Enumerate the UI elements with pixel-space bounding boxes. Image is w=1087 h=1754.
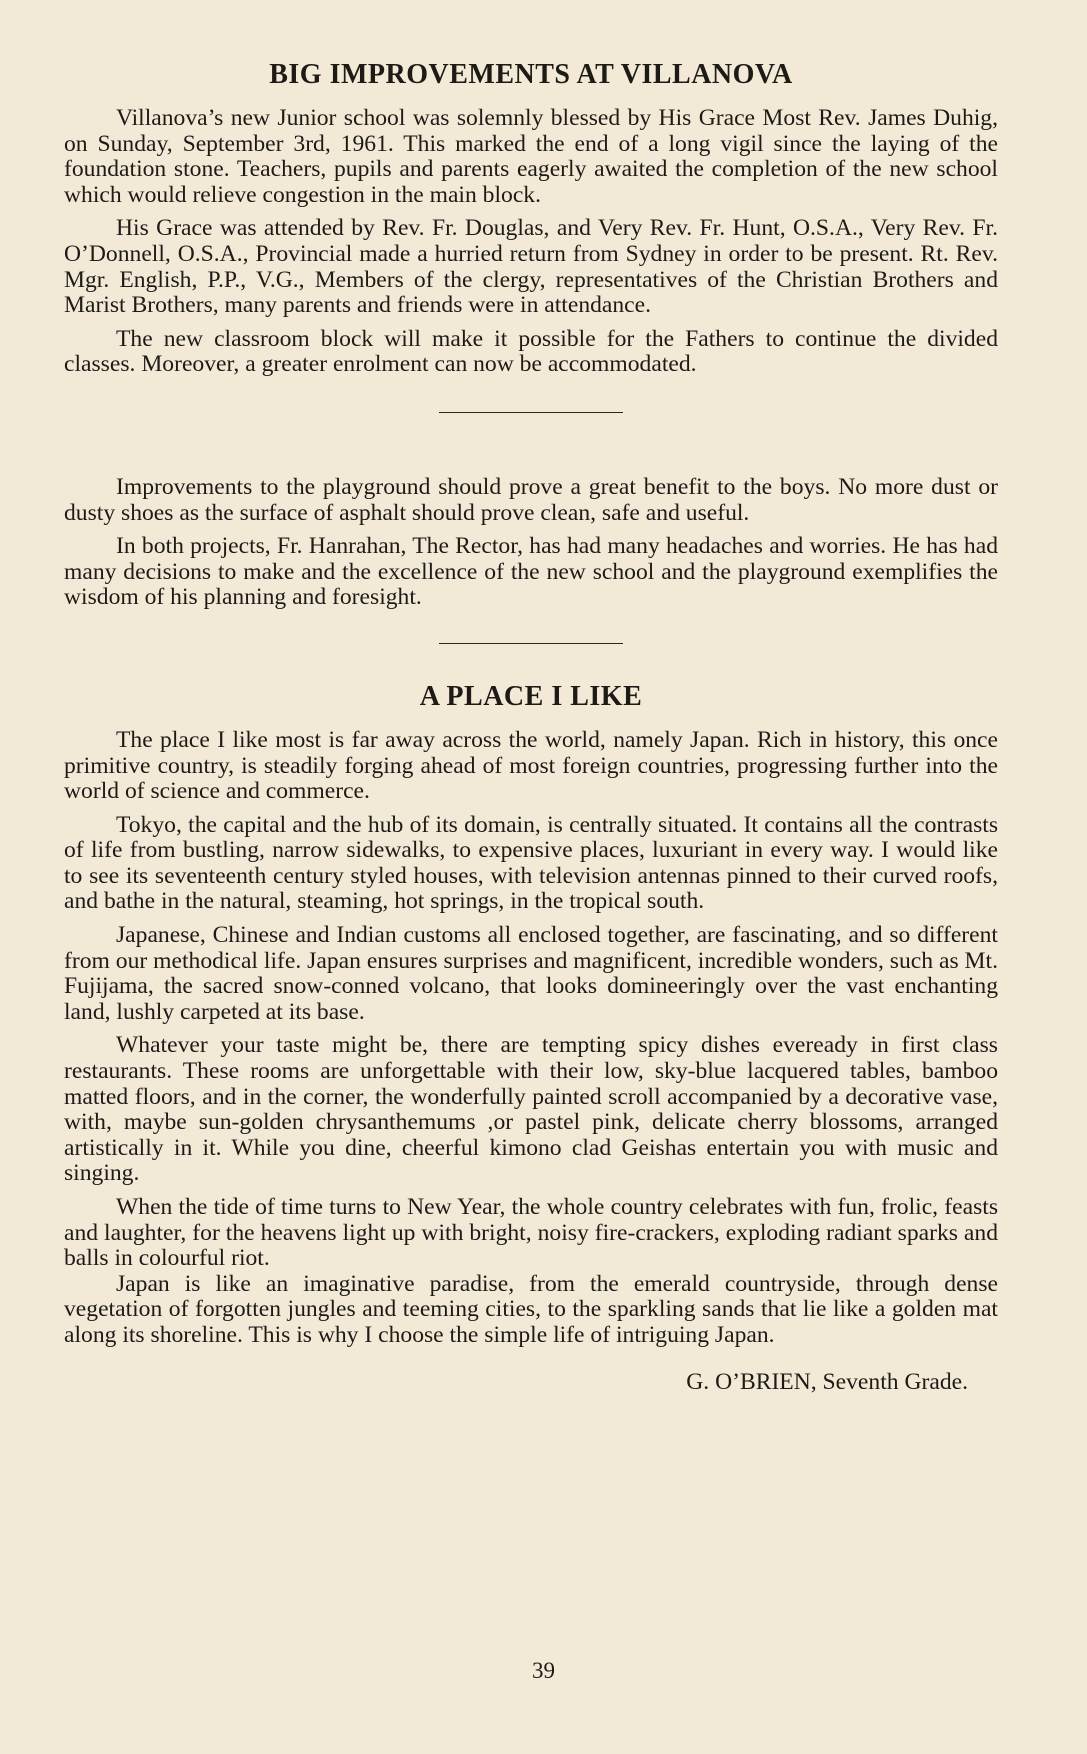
author-signature: G. O’BRIEN, Seventh Grade. — [686, 1368, 968, 1395]
page-number: 39 — [532, 1658, 555, 1683]
article-title-place-i-like: A PLACE I LIKE — [419, 680, 643, 712]
section-divider — [439, 643, 623, 644]
paragraph-playground: Improvements to the playground should prove a great benefit to the boys. No more dust or dusty shoes as the surface of asphalt should prove clean, safe and useful. — [64, 473, 998, 526]
paragraph-paradise: Japan is like an imaginative paradise, from the emerald countryside, through dense vegetation of forgotten jungles and teeming cities, to the sparkling sands that lie like a golden mat along its shoreline. This is why I choose the simple life of intriguing Japan. — [64, 1270, 998, 1348]
paragraph-attendees: His Grace was attended by Rev. Fr. Douglas, and Very Rev. Fr. Hunt, O.S.A., Very Rev. Fr. O’Donnell, O.S.A., Provincial made a hurried return from Sydney in order to be present. Rt. Rev. Mgr. English, P.P., V.G., Members of the clergy, representatives of the Christian Brothers and Marist Brothers, many parents and friends were in attendance. — [64, 215, 998, 319]
paragraph-customs: Japanese, Chinese and Indian customs all enclosed together, are fascinating, and so different from our methodical life. Japan ensures surprises and magnificent, incredible wonders, such as Mt. Fujijama, the sacred snow-conned volcano, that looks domineeringly over the vast enchanting land, lushly carpeted at its base. — [64, 922, 998, 1025]
article-title-villanova: BIG IMPROVEMENTS AT VILLANOVA — [269, 59, 793, 90]
paragraph-classroom-block: The new classroom block will make it possible for the Fathers to continue the divided classes. Moreover, a greater enrolment can now be accommodated. — [64, 325, 998, 378]
paragraph-new-year: When the tide of time turns to New Year, the whole country celebrates with fun, frolic, feasts and laughter, for the heavens light up with bright, noisy fire-crackers, exploding radiant sparks and balls in colourful riot. — [64, 1194, 998, 1272]
paragraph-tokyo: Tokyo, the capital and the hub of its domain, is centrally situated. It contains all the contrasts of life from bustling, narrow sidewalks, to expensive places, luxuriant in every way. I would like to see its seventeenth century styled houses, with television antennas pinned to their curved roofs, and bathe in the natural, steaming, hot springs, in the tropical south. — [64, 811, 998, 915]
page-content — [64, 58, 998, 1395]
paragraph-restaurants: Whatever your taste might be, there are tempting spicy dishes eveready in first class restaurants. These rooms are unforgettable with their low, sky-blue lacquered tables, bamboo matted floors, and in the corner, the wonderfully painted scroll accompanied by a decorative vase, with, maybe sun-golden chrysanthemums ,or pastel pink, delicate cherry blossoms, arranged artistically in it. While you dine, cheerful kimono clad Geishas entertain you with music and singing. — [64, 1032, 998, 1187]
paragraph-japan-intro: The place I like most is far away across the world, namely Japan. Rich in history, this once primitive country, is steadily forging ahead of most foreign countries, progressing further into the world of science and commerce. — [64, 726, 998, 805]
section-divider — [439, 412, 623, 413]
paragraph-blessing: Villanova’s new Junior school was solemnly blessed by His Grace Most Rev. James Duhig, on Sunday, September 3rd, 1961. This marked the end of a long vigil since the laying of the foundation stone. Teachers, pupils and parents eagerly awaited the completion of the new school which would relieve congestion in the main block. — [64, 105, 998, 208]
paragraph-rector: In both projects, Fr. Hanrahan, The Rector, has had many headaches and worries. He has had many decisions to make and the excellence of the new school and the playground exemplifies the wisdom of his planning and foresight. — [64, 533, 998, 611]
